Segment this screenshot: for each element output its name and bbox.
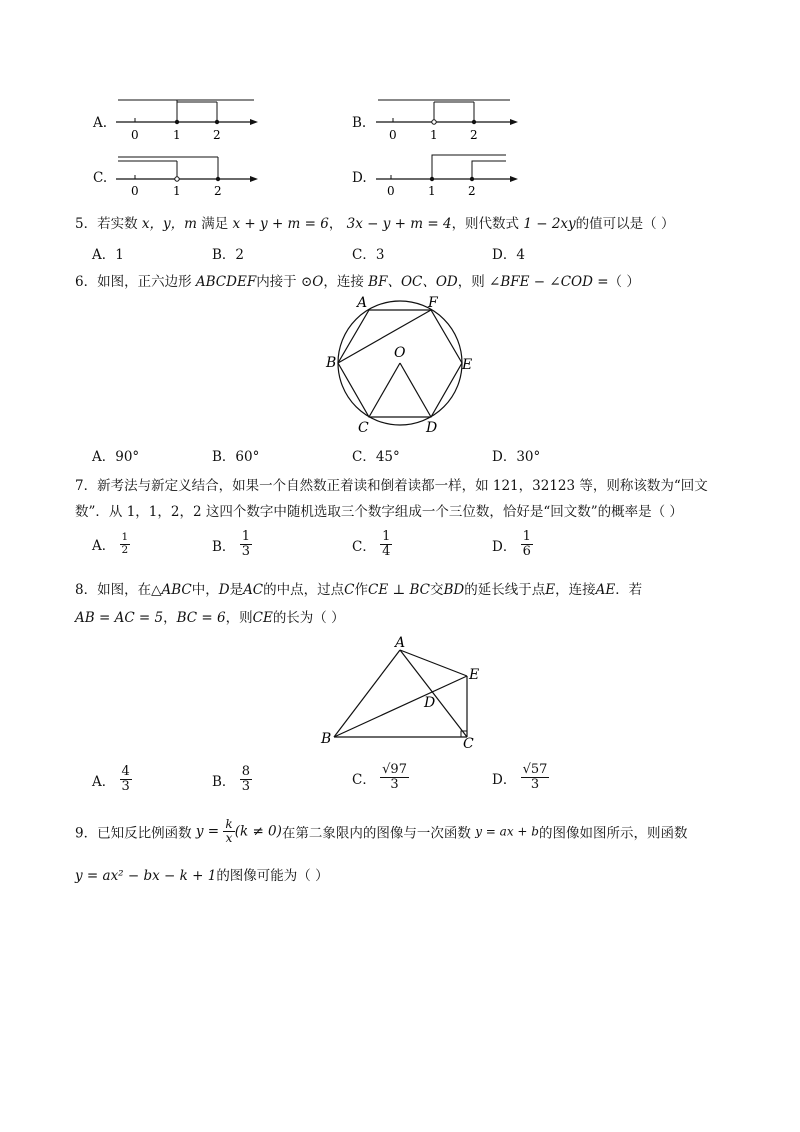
tick-1: 1: [173, 128, 181, 142]
tick-0: 0: [389, 128, 397, 142]
question-8-line-2: AB = AC = 5，BC = 6，则CE的长为（ ）: [75, 610, 345, 626]
tick-1: 1: [430, 128, 438, 142]
tick-0: 0: [131, 184, 139, 198]
number-line-option-a: [112, 92, 262, 142]
tick-1: 1: [428, 184, 436, 198]
q5-option-b[interactable]: B．2: [212, 247, 245, 263]
option-a-label: A.: [93, 115, 108, 131]
q7-option-b[interactable]: B． $\frac{1}{3}$: [212, 529, 250, 560]
label-b: B: [326, 355, 337, 371]
q5-option-d[interactable]: D．4: [492, 247, 525, 263]
q7-option-c[interactable]: C． $\frac{1}{4}$: [352, 529, 391, 560]
label-d: D: [424, 695, 436, 711]
question-7-line-2: 数”．从 1，1，2，2 这四个数字中随机选取三个数字组成一个三位数，恰好是“回文数”的概率是（ ）: [75, 504, 683, 520]
q8-option-c[interactable]: C． $\frac{√97}{3}$: [352, 762, 407, 793]
question-9-line-1: 9．已知反比例函数 y = $\frac{k}{x}$ (k ≠ 0)在第二象限内的图像与一次函数 y = ax + b的图像如图所示，则函数: [75, 817, 688, 846]
label-f: F: [428, 295, 438, 311]
q8-option-b[interactable]: B． $\frac{8}{3}$: [212, 764, 250, 795]
q5-option-c[interactable]: C．3: [352, 247, 385, 263]
triangle-figure: [318, 632, 483, 750]
question-8-line-1: 8．如图，在△ABC中，D是AC的中点，过点C作CE ⊥ BC交BD的延长线于点E，连接AE．若: [75, 582, 643, 598]
tick-0: 0: [131, 128, 139, 142]
question-6-stem: 6．如图，正六边形 ABCDEF内接于 ⊙O，连接 BF、OC、OD，则 ∠BFE − ∠COD =（ ）: [75, 274, 640, 290]
option-d-label: D.: [352, 170, 367, 186]
number-line-option-c: [112, 148, 262, 198]
label-a: A: [395, 635, 406, 651]
label-b: B: [321, 731, 332, 747]
label-d: D: [426, 420, 438, 436]
label-a: A: [357, 295, 368, 311]
tick-2: 2: [468, 184, 476, 198]
question-9-line-2: y = ax² − bx − k + 1的图像可能为（ ）: [75, 868, 329, 884]
q6-option-c[interactable]: C．45°: [352, 449, 400, 465]
question-7-line-1: 7．新考法与新定义结合，如果一个自然数正着读和倒着读都一样，如 121，32123 等，则称该数为“回文: [75, 478, 708, 494]
tick-2: 2: [470, 128, 478, 142]
option-b-label: B.: [352, 115, 367, 131]
tick-2: 2: [213, 128, 221, 142]
hexagon-circle-figure: [322, 293, 482, 438]
q8-option-a[interactable]: A． $\frac{4}{3}$: [92, 764, 130, 795]
number-line-option-b: [372, 92, 522, 142]
label-o: O: [394, 345, 406, 361]
option-c-label: C.: [93, 170, 108, 186]
q7-option-a[interactable]: A． $\frac{1}{2}$: [92, 531, 129, 556]
tick-1: 1: [173, 184, 181, 198]
q8-option-d[interactable]: D． $\frac{√57}{3}$: [492, 762, 548, 793]
q5-option-a[interactable]: A．1: [92, 247, 124, 263]
number-line-option-d: [372, 148, 522, 198]
q7-option-d[interactable]: D． $\frac{1}{6}$: [492, 529, 531, 560]
label-c: C: [463, 736, 474, 750]
question-5-stem: 5．若实数 x，y，m 满足 x + y + m = 6， 3x − y + m = 4，则代数式 1 − 2xy的值可以是（ ）: [75, 216, 675, 232]
tick-0: 0: [387, 184, 395, 198]
label-e: E: [462, 357, 473, 373]
label-c: C: [358, 420, 369, 436]
q6-option-b[interactable]: B．60°: [212, 449, 260, 465]
q6-option-a[interactable]: A．90°: [92, 449, 140, 465]
q6-option-d[interactable]: D．30°: [492, 449, 541, 465]
tick-2: 2: [214, 184, 222, 198]
label-e: E: [469, 667, 480, 683]
